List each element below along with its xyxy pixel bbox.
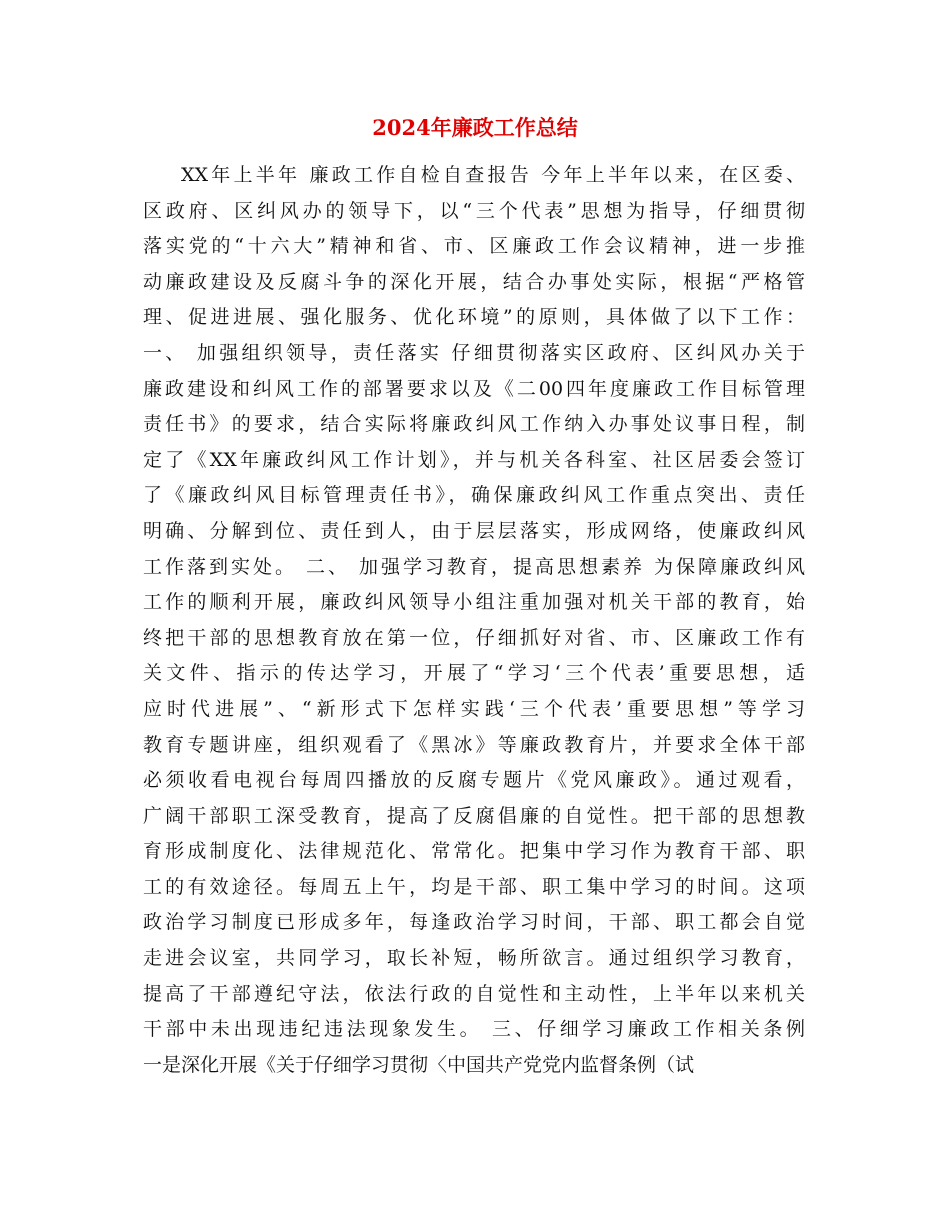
body-line: 动廉政建设及反腐斗争的深化开展，结合办事处实际，根据“严格管 [143, 270, 805, 293]
body-line: 一是深化开展《关于仔细学习贯彻〈中国共产党党内监督条例（试 [143, 1053, 695, 1076]
body-line: 必须收看电视台每周四播放的反腐专题片《党风廉政》。通过观看， [143, 769, 805, 792]
body-line: 工作的顺利开展，廉政纠风领导小组注重加强对机关干部的教育，始 [143, 591, 805, 614]
body-line: 工的有效途径。每周五上午，均是干部、职工集中学习的时间。这项 [143, 875, 805, 898]
body-line: 干部中未出现违纪违法现象发生。 三、仔细学习廉政工作相关条例 [143, 1018, 805, 1041]
body-line: 育形成制度化、法律规范化、常常化。把集中学习作为教育干部、职 [143, 840, 805, 863]
body-line: 提高了干部遵纪守法，依法行政的自觉性和主动性，上半年以来机关 [143, 982, 805, 1005]
body-line: 理、促进进展、强化服务、优化环境”的原则，具体做了以下工作： [143, 306, 805, 329]
document-body [143, 158, 805, 1083]
body-line: 工作落到实处。 二、 加强学习教育，提高思想素养 为保障廉政纠风 [143, 555, 805, 578]
body-line: 教育专题讲座，组织观看了《黑冰》等廉政教育片，并要求全体干部 [143, 733, 805, 756]
body-line: 关文件、指示的传达学习，开展了“学习‘三个代表’重要思想，适 [143, 662, 805, 685]
body-line: 区政府、区纠风办的领导下，以“三个代表”思想为指导，仔细贯彻 [143, 199, 805, 222]
body-line: 广阔干部职工深受教育，提高了反腐倡廉的自觉性。把干部的思想教 [143, 804, 805, 827]
body-line: 应时代进展”、“新形式下怎样实践‘三个代表’重要思想”等学习 [143, 697, 805, 720]
body-line: 一、 加强组织领导，责任落实 仔细贯彻落实区政府、区纠风办关于 [143, 341, 805, 364]
body-line: 责任书》的要求，结合实际将廉政纠风工作纳入办事处议事日程，制 [143, 413, 805, 436]
body-line: 定了《XX年廉政纠风工作计划》，并与机关各科室、社区居委会签订 [143, 448, 805, 471]
document-title: 2024年廉政工作总结 [372, 115, 578, 140]
body-line: XX年上半年 廉政工作自检自查报告 今年上半年以来，在区委、 [181, 164, 805, 186]
body-line: 终把干部的思想教育放在第一位，仔细抓好对省、市、区廉政工作有 [143, 626, 805, 649]
body-line: 落实党的“十六大”精神和省、市、区廉政工作会议精神，进一步推 [143, 235, 805, 258]
body-line: 了《廉政纠风目标管理责任书》，确保廉政纠风工作重点突出、责任 [143, 484, 805, 507]
body-line: 政治学习制度已形成多年，每逢政治学习时间，干部、职工都会自觉 [143, 911, 805, 934]
body-line: 走进会议室，共同学习，取长补短，畅所欲言。通过组织学习教育， [143, 947, 805, 970]
body-line: 明确、分解到位、责任到人，由于层层落实，形成网络，使廉政纠风 [143, 519, 805, 542]
body-line: 廉政建设和纠风工作的部署要求以及《二00四年度廉政工作目标管理 [143, 377, 805, 400]
